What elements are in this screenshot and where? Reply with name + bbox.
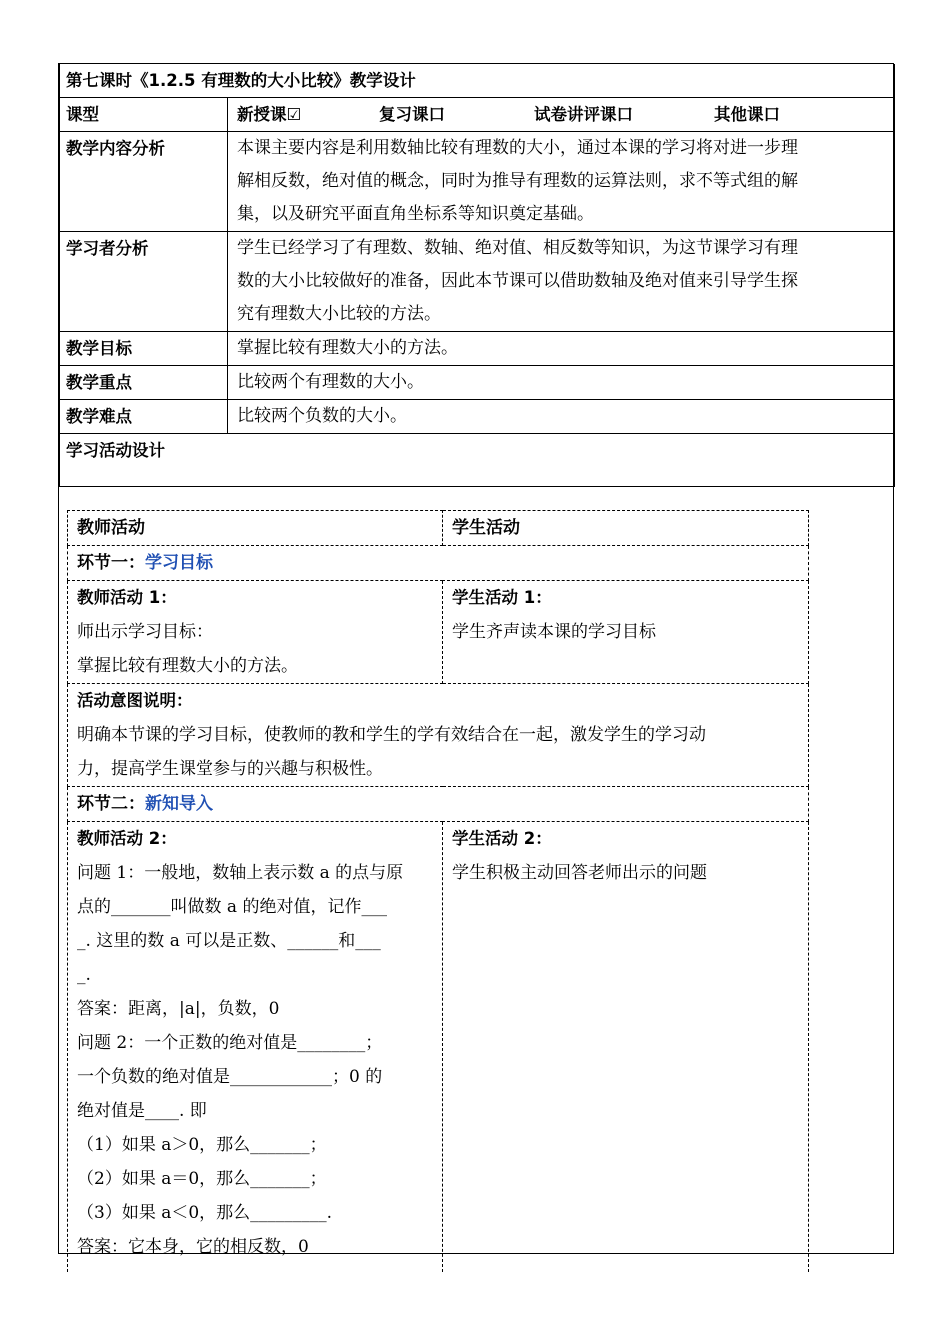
difficult-point-text: 比较两个负数的大小。: [228, 400, 895, 434]
section-two-name: 新知导入: [145, 794, 213, 814]
section-one-name: 学习目标: [145, 553, 213, 573]
lesson-type-label: 课型: [60, 98, 228, 132]
teacher-activity-1-title: 教师活动 1：: [77, 588, 177, 607]
text-line: 学生已经学习了有理数、数轴、绝对值、相反数等知识，为这节课学习有理: [237, 238, 798, 258]
text-line: 究有理数大小比较的方法。: [237, 304, 441, 324]
difficult-point-label: 教学难点: [60, 400, 228, 434]
lesson-type-other: 其他课口: [714, 105, 780, 124]
key-point-text: 比较两个有理数的大小。: [228, 366, 895, 400]
lesson-type-new: 新授课☑: [237, 105, 302, 124]
lesson-type-review: 复习课口: [379, 105, 445, 124]
content-analysis-text: [228, 132, 895, 232]
teaching-goal-label: 教学目标: [60, 332, 228, 366]
document-title: 第七课时《1.2.5 有理数的大小比较》教学设计: [60, 64, 895, 98]
teacher-activity-2: [68, 822, 443, 1273]
teacher-activity-1: [68, 581, 443, 684]
text-line: 问题 1：一般地，数轴上表示数 a 的点与原: [77, 863, 404, 883]
key-point-label: 教学重点: [60, 366, 228, 400]
activity-intent-title: 活动意图说明：: [77, 691, 193, 710]
activity-table-wrapper: [67, 510, 809, 1272]
activity-table: [67, 510, 809, 1272]
text-line: 绝对值是____. 即: [77, 1101, 207, 1121]
text-line: 明确本节课的学习目标，使教师的教和学生的学有效结合在一起，激发学生的学习动: [77, 725, 706, 745]
student-activity-2-title: 学生活动 2：: [452, 829, 552, 848]
teacher-activity-header: 教师活动: [68, 511, 443, 546]
student-activity-1: [443, 581, 809, 684]
text-line: 力，提高学生课堂参与的兴趣与积极性。: [77, 759, 383, 779]
lesson-type-options: [228, 98, 895, 132]
lesson-plan-table: [59, 64, 895, 487]
text-line: 学生积极主动回答老师出示的问题: [452, 863, 707, 883]
text-line: _. 这里的数 a 可以是正数、______和___: [77, 931, 381, 951]
activity-intent: [68, 684, 809, 787]
text-line: （1）如果 a＞0，那么_______；: [77, 1135, 327, 1155]
section-one-heading: [68, 546, 809, 581]
section-one-prefix: 环节一：: [77, 553, 145, 573]
text-line: 点的_______叫做数 a 的绝对值，记作___: [77, 897, 387, 917]
teaching-goal-text: 掌握比较有理数大小的方法。: [228, 332, 895, 366]
teacher-activity-2-title: 教师活动 2：: [77, 829, 177, 848]
text-line: 数的大小比较做好的准备，因此本节课可以借助数轴及绝对值来引导学生探: [237, 271, 798, 291]
text-line: 师出示学习目标：: [77, 622, 213, 642]
lesson-type-exam-review: 试卷讲评课口: [534, 105, 633, 124]
student-activity-2: [443, 822, 809, 1273]
learner-analysis-label: 学习者分析: [60, 232, 228, 332]
text-line: _.: [77, 965, 91, 985]
learner-analysis-text: [228, 232, 895, 332]
text-line: 集，以及研究平面直角坐标系等知识奠定基础。: [237, 204, 594, 224]
section-two-heading: [68, 787, 809, 822]
student-activity-header: 学生活动: [443, 511, 809, 546]
text-line: 答案：距离，|a|，负数，0: [77, 999, 280, 1019]
lesson-plan-page: [58, 63, 894, 1257]
student-activity-1-title: 学生活动 1：: [452, 588, 552, 607]
text-line: （3）如果 a＜0，那么_________.: [77, 1203, 333, 1223]
text-line: 掌握比较有理数大小的方法。: [77, 656, 298, 676]
text-line: 一个负数的绝对值是____________；0 的: [77, 1067, 383, 1087]
text-line: （2）如果 a＝0，那么_______；: [77, 1169, 327, 1189]
text-line: 问题 2：一个正数的绝对值是________；: [77, 1033, 383, 1053]
text-line: 答案：它本身，它的相反数，0: [77, 1237, 309, 1257]
text-line: 学生齐声读本课的学习目标: [452, 622, 656, 642]
content-analysis-label: 教学内容分析: [60, 132, 228, 232]
activity-design-label: 学习活动设计: [60, 434, 895, 487]
section-two-prefix: 环节二：: [77, 794, 145, 814]
text-line: 解相反数，绝对值的概念，同时为推导有理数的运算法则，求不等式组的解: [237, 171, 798, 191]
text-line: 本课主要内容是利用数轴比较有理数的大小，通过本课的学习将对进一步理: [237, 138, 798, 158]
